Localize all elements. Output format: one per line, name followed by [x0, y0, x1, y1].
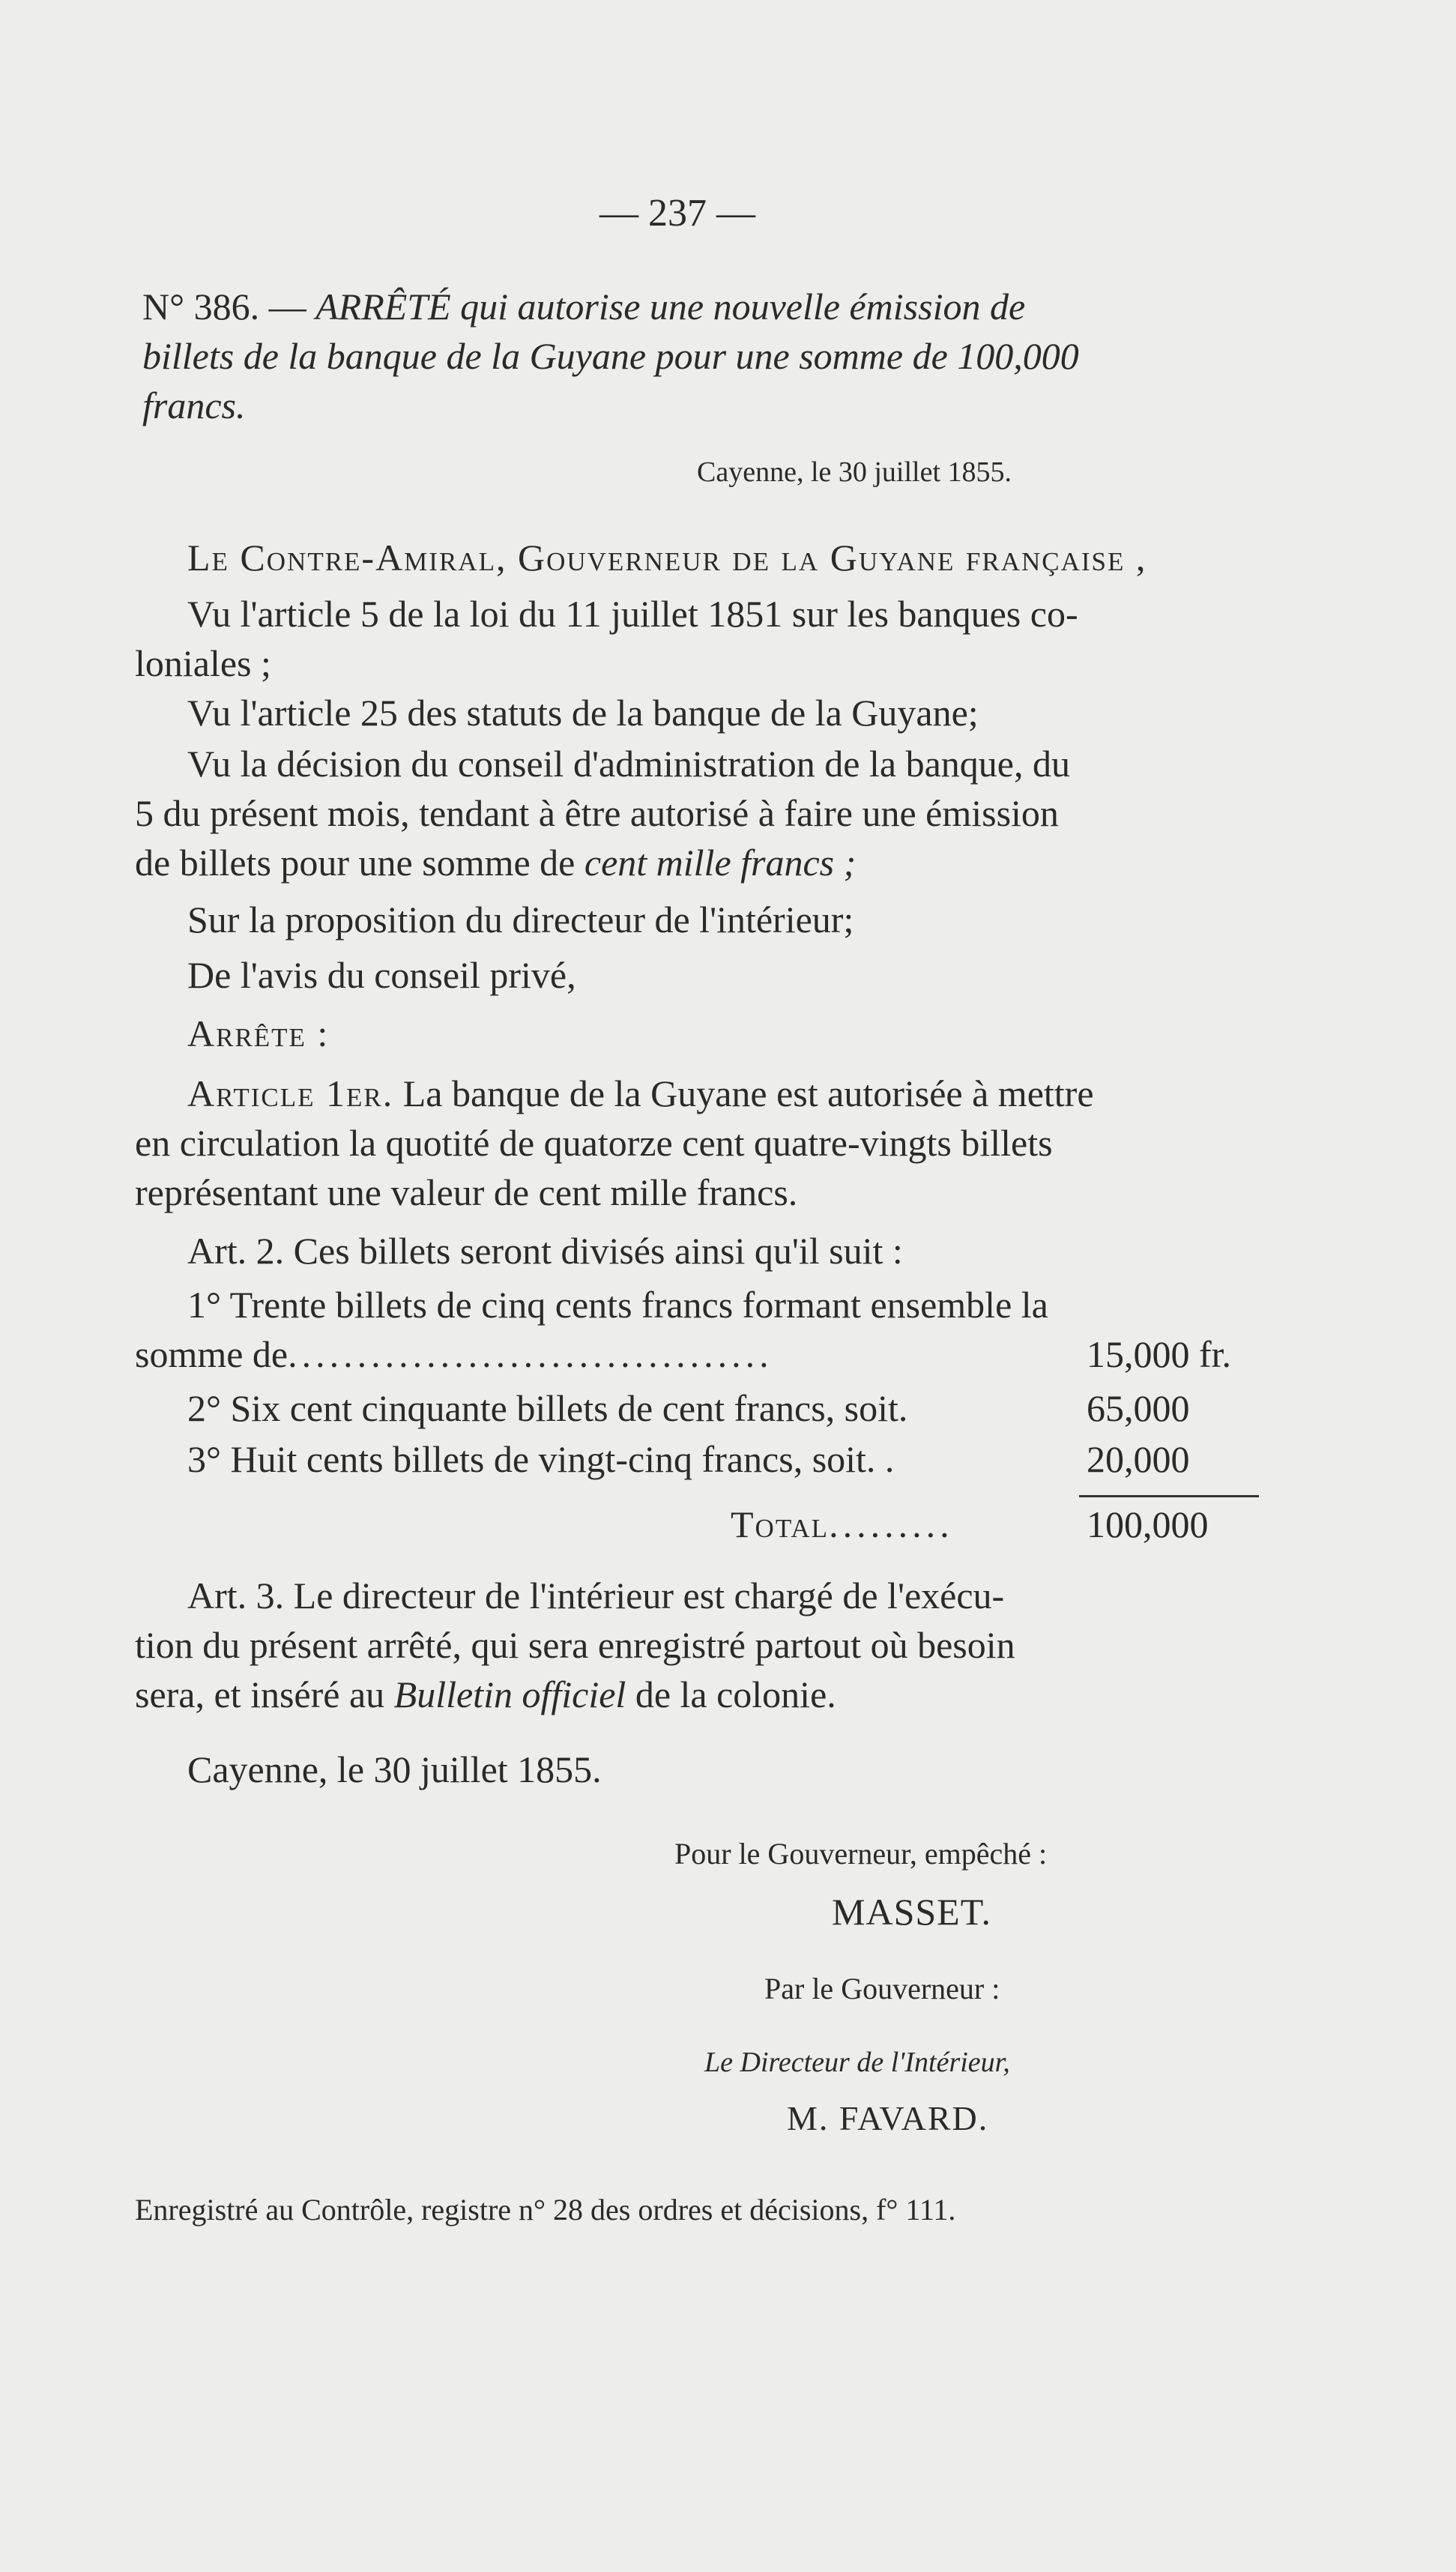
article-1-text-1: La banque de la Guyane est autorisée à mettre [402, 1072, 1094, 1114]
item-1-label: somme de [135, 1333, 289, 1375]
act-title-line-1: ARRÊTÉ qui autorise une nouvelle émission de [315, 286, 1026, 327]
arrete-heading: Arrête : [187, 1012, 330, 1054]
signature-role-text: Le Directeur de l'Intérieur, [704, 2047, 1010, 2078]
article-3-text-a: sera, et inséré au [135, 1673, 394, 1715]
bulletin-title: Bulletin officiel [393, 1673, 626, 1715]
issuer: Le Contre-Amiral, Gouverneur de la Guyane française , [187, 537, 1147, 579]
total-rule [1079, 1495, 1259, 1497]
heading-line-1 [142, 285, 1025, 328]
vu-3-line-3-text: de billets pour une somme de [135, 842, 584, 884]
vu-1-line-1: Vu l'article 5 de la loi du 11 juillet 1851 sur les banques co- [187, 593, 1078, 635]
heading-line-3 [142, 384, 246, 427]
article-2-intro: Art. 2. Ces billets seront divisés ainsi qu'il suit : [187, 1230, 903, 1272]
signature-role [704, 2046, 1010, 2079]
dateline: Cayenne, le 30 juillet 1855. [697, 456, 1012, 488]
article-1-line-2: en circulation la quotité de quatorze cent quatre-vingts billets [135, 1122, 1053, 1164]
article-3-text-c: de la colonie. [626, 1673, 836, 1715]
item-3-value: 20,000 [1087, 1438, 1190, 1480]
signature-name-2: M. FAVARD. [787, 2099, 989, 2137]
vu-3-amount: cent mille francs ; [584, 842, 857, 884]
total-value: 100,000 [1087, 1503, 1209, 1545]
article-2-item-2: 2° Six cent cinquante billets de cent francs, soit. [187, 1387, 908, 1429]
total-leader-dots: ......... [829, 1503, 954, 1545]
total-label: Total [731, 1503, 830, 1545]
item-2-value: 65,000 [1087, 1387, 1190, 1429]
article-3-line-3 [135, 1673, 836, 1716]
total-line [731, 1503, 954, 1546]
act-title-line-2: billets de la banque de la Guyane pour une somme de 100,000 [142, 335, 1079, 377]
heading-line-2 [142, 334, 1079, 378]
act-title-line-3: francs. [142, 384, 246, 426]
article-2-item-1-line-1: 1° Trente billets de cinq cents francs formant ensemble la [187, 1284, 1048, 1326]
vu-3-line-3 [135, 841, 856, 884]
vu-2: Vu l'article 25 des statuts de la banque de la Guyane; [187, 692, 979, 734]
article-3-line-2: tion du présent arrêté, qui sera enregistré partout où besoin [135, 1624, 1015, 1666]
act-number: N° 386. — [142, 286, 306, 327]
vu-3-line-2: 5 du présent mois, tendant à être autorisé à faire une émission [135, 792, 1059, 834]
article-2-item-3: 3° Huit cents billets de vingt-cinq francs, soit. . [187, 1438, 895, 1480]
signature-pour: Pour le Gouverneur, empêché : [674, 1837, 1048, 1871]
item-1-value: 15,000 fr. [1087, 1333, 1232, 1375]
closing-date: Cayenne, le 30 juillet 1855. [187, 1748, 602, 1790]
proposition: Sur la proposition du directeur de l'intérieur; [187, 899, 854, 941]
article-2-item-1-line-2 [135, 1332, 773, 1376]
registration-footer: Enregistré au Contrôle, registre n° 28 des ordres et décisions, f° 111. [135, 2193, 956, 2227]
leader-dots: ................................... [288, 1333, 773, 1375]
page-number: — 237 — [599, 192, 755, 235]
vu-3-line-1: Vu la décision du conseil d'administration de la banque, du [187, 743, 1070, 785]
article-1-label: Article 1er. [187, 1072, 394, 1114]
signature-name-1: MASSET. [832, 1891, 992, 1933]
article-1-line-1 [187, 1072, 1094, 1115]
article-1-line-3: représentant une valeur de cent mille francs. [135, 1171, 798, 1213]
avis: De l'avis du conseil privé, [187, 954, 576, 996]
vu-1-line-2: loniales ; [135, 642, 271, 684]
article-3-line-1: Art. 3. Le directeur de l'intérieur est chargé de l'exécu- [187, 1575, 1005, 1616]
issuer-line [187, 536, 1147, 579]
signature-par: Par le Gouverneur : [764, 1972, 1000, 2005]
